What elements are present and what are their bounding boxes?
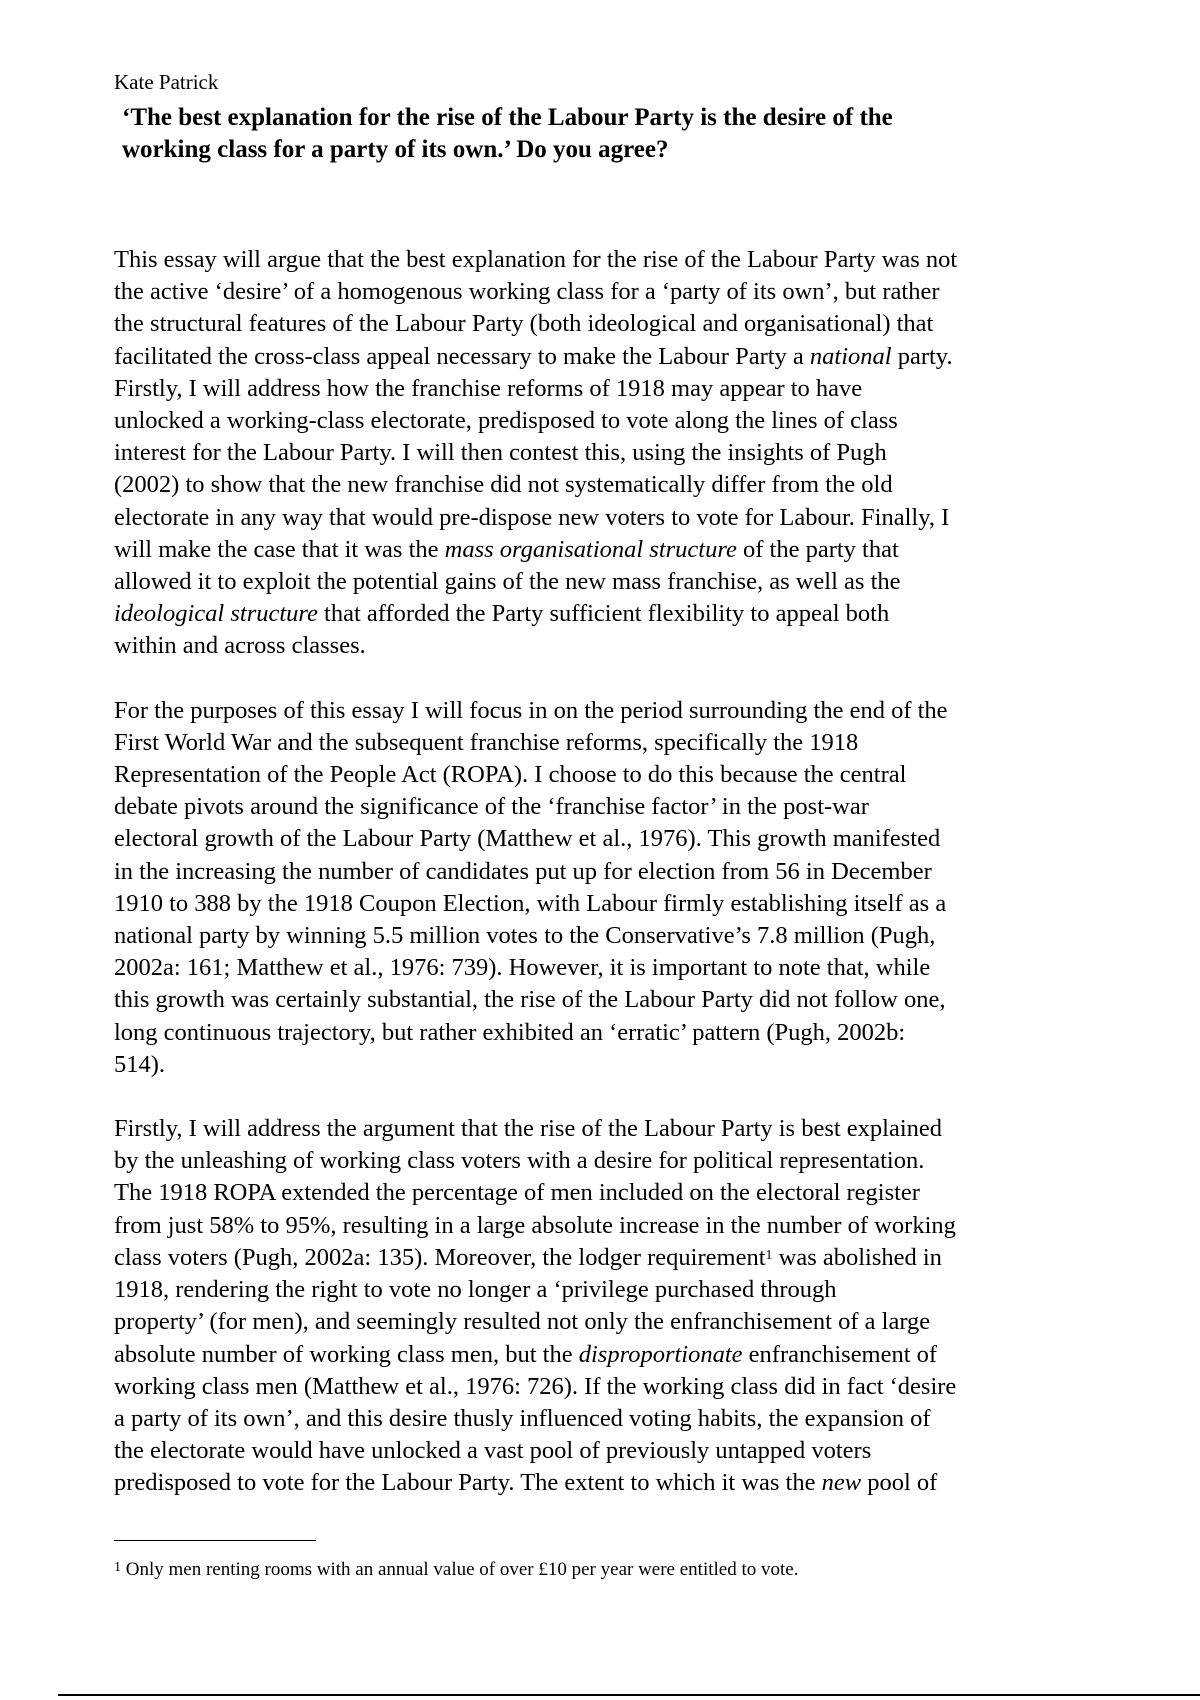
footnote bbox=[114, 1558, 1114, 1582]
italic-run: national bbox=[809, 342, 892, 370]
paragraph-franchise bbox=[114, 1113, 1099, 1499]
text-run: enfranchisement of working class men (Matthew et al., 1976: 726). If the working class did in fact ‘desire a party of its own’, and this desire thusly influenced voting habits, the expansion of the electorate would have unlocked a vast pool of previously untapped voters predisposed to vote for the Labour Party. The extent to which it was the bbox=[114, 1340, 957, 1497]
italic-run: disproportionate bbox=[578, 1340, 743, 1368]
text-run: of the party that allowed it to exploit the potential gains of the new mass franchise, as well as the bbox=[114, 535, 901, 596]
text-run: that afforded the Party sufficient flexibility to appeal both within and across classes. bbox=[114, 600, 890, 660]
essay-title bbox=[122, 102, 1114, 166]
text-run: Firstly, I will address the argument that the rise of the Labour Party is best explained by the unleashing of working class voters with a desire for political representation. The 1918 ROPA extended the percentage of men included on the electoral register from just 58% to 95%, resulting in a large absolute increase in the number of working class voters (Pugh, 2002a: 135). Moreover, the lodger requirement bbox=[114, 1115, 956, 1271]
footnote-reference: 1 bbox=[765, 1247, 773, 1263]
italic-run: new bbox=[821, 1469, 862, 1497]
text-run: party. Firstly, I will address how the franchise reforms of 1918 may appear to have unlocked a working-class electorate, predisposed to vote along the lines of class interest for the Labour Party. I will then contest this, using the insights of Pugh (2002) to show that the new franchise did not systematically differ from the old electorate in any way that would pre-dispose new voters to vote for Labour. Finally, I will make the case that it was the bbox=[114, 342, 953, 563]
footnote-marker: 1 bbox=[114, 1560, 121, 1575]
essay-body bbox=[114, 244, 1099, 1532]
paragraph-period: For the purposes of this essay I will focus in on the period surrounding the end of the First World War and the subsequent franchise reforms, specifically the 1918 Representation of the People Act (ROPA). I choose to do this because the central debate pivots around the significance of the ‘franchise factor’ in the post-war electoral growth of the Labour Party (Matthew et al., 1976). This growth manifested in the increasing the number of candidates put up for election from 56 in December 1910 to 388 by the 1918 Coupon Election, with Labour firmly establishing itself as a national party by winning 5.5 million votes to the Conservative’s 7.8 million (Pugh, 2002a: 161; Matthew et al., 1976: 739). However, it is important to note that, while this growth was certainly substantial, the rise of the Labour Party did not follow one, long continuous trajectory, but rather exhibited an ‘erratic’ pattern (Pugh, 2002b: 514). bbox=[114, 696, 948, 1078]
document-header bbox=[114, 68, 1114, 166]
footnote-text: Only men renting rooms with an annual value of over £10 per year were entitled to vote. bbox=[121, 1559, 799, 1580]
page-bottom-divider bbox=[58, 1694, 1200, 1696]
essay-title-line-1: ‘The best explanation for the rise of the Labour Party is the desire of the bbox=[122, 104, 893, 131]
text-run: This essay will argue that the best explanation for the rise of the Labour Party was not the active ‘desire’ of a homogenous working class for a ‘party of its own’, but rather the structural features of the Labour Party (both ideological and organisational) that facilitated the cross-class appeal necessary to make the Labour Party a bbox=[114, 246, 958, 370]
author-name: Kate Patrick bbox=[114, 70, 219, 94]
italic-run: ideological structure bbox=[114, 600, 318, 628]
text-run: pool of bbox=[861, 1469, 938, 1497]
paragraph-intro bbox=[114, 244, 1099, 663]
text-run: was abolished in 1918, rendering the right to vote no longer a ‘privilege purchased through property’ (for men), and seemingly resulted not only the enfranchisement of a large absolute number of working class men, but the bbox=[114, 1243, 942, 1368]
essay-title-line-2: working class for a party of its own.’ Do you agree? bbox=[122, 136, 669, 163]
italic-run: mass organisational structure bbox=[444, 535, 737, 563]
footnote-divider bbox=[114, 1540, 316, 1541]
